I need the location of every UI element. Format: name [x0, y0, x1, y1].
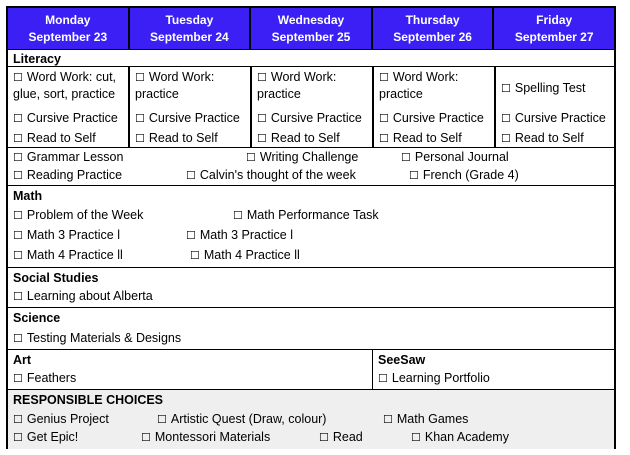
checkbox-icon[interactable]: ☐: [135, 113, 145, 125]
checkbox-icon[interactable]: ☐: [257, 113, 267, 125]
checkbox-item[interactable]: ☐ Read to Self: [13, 131, 96, 145]
checkbox-item[interactable]: ☐ Cursive Practice: [135, 111, 240, 125]
checkbox-icon[interactable]: ☐: [501, 133, 511, 145]
checkbox-item[interactable]: ☐ Cursive Practice: [379, 111, 484, 125]
checkbox-item[interactable]: ☐ Math 4 Practice ll: [13, 248, 123, 262]
checkbox-item[interactable]: ☐ Spelling Test: [501, 81, 586, 95]
literacy-cell-friday: [496, 67, 614, 147]
day-name: Thursday: [405, 13, 460, 27]
checkbox-item[interactable]: ☐ Learning Portfolio: [378, 371, 490, 385]
checkbox-item[interactable]: ☐ Grammar Lesson: [13, 150, 124, 164]
checkbox-item[interactable]: ☐ Feathers: [13, 371, 77, 385]
section-title: Art: [13, 353, 32, 367]
checkbox-icon[interactable]: ☐: [190, 250, 200, 262]
checkbox-icon[interactable]: ☐: [135, 133, 145, 145]
checkbox-icon[interactable]: ☐: [501, 113, 511, 125]
checkbox-icon[interactable]: ☐: [379, 72, 389, 84]
checkbox-icon[interactable]: ☐: [13, 133, 23, 145]
day-header-thursday: [373, 8, 495, 49]
day-name: Wednesday: [277, 13, 345, 27]
day-header-friday: [494, 8, 614, 49]
checkbox-icon[interactable]: ☐: [13, 113, 23, 125]
weekly-schedule: [6, 6, 616, 449]
checkbox-icon[interactable]: ☐: [186, 230, 196, 242]
day-date: September 27: [514, 30, 594, 44]
day-header-row: [8, 8, 614, 50]
checkbox-item[interactable]: ☐ Read to Self: [135, 131, 218, 145]
checkbox-item[interactable]: ☐ Calvin's thought of the week: [186, 168, 356, 182]
lessons-section: [8, 148, 614, 186]
day-name: Monday: [45, 13, 91, 27]
checkbox-icon[interactable]: ☐: [13, 250, 23, 262]
literacy-cell-wednesday: [252, 67, 374, 147]
checkbox-icon[interactable]: ☐: [13, 210, 23, 222]
checkbox-icon[interactable]: ☐: [319, 432, 329, 444]
checkbox-item[interactable]: ☐ Word Work: practice: [135, 70, 215, 101]
checkbox-icon[interactable]: ☐: [13, 333, 23, 345]
checkbox-icon[interactable]: ☐: [13, 72, 23, 84]
checkbox-icon[interactable]: ☐: [233, 210, 243, 222]
checkbox-item[interactable]: ☐ Writing Challenge: [246, 150, 359, 164]
checkbox-icon[interactable]: ☐: [13, 373, 23, 385]
checkbox-icon[interactable]: ☐: [501, 83, 511, 95]
checkbox-icon[interactable]: ☐: [141, 432, 151, 444]
checkbox-icon[interactable]: ☐: [13, 230, 23, 242]
checkbox-icon[interactable]: ☐: [13, 152, 23, 164]
checkbox-item[interactable]: ☐ Learning about Alberta: [13, 289, 153, 303]
social-studies-section: [8, 268, 614, 308]
checkbox-icon[interactable]: ☐: [379, 113, 389, 125]
checkbox-icon[interactable]: ☐: [257, 72, 267, 84]
literacy-section: [8, 50, 614, 148]
checkbox-item[interactable]: ☐ Word Work: cut, glue, sort, practice: [13, 70, 117, 101]
checkbox-item[interactable]: ☐ Cursive Practice: [257, 111, 362, 125]
day-name: Tuesday: [165, 13, 214, 27]
checkbox-item[interactable]: ☐ Math 3 Practice l: [13, 228, 120, 242]
checkbox-icon[interactable]: ☐: [401, 152, 411, 164]
checkbox-item[interactable]: ☐ Artistic Quest (Draw, colour): [157, 412, 327, 426]
checkbox-item[interactable]: ☐ Read: [319, 430, 363, 444]
checkbox-item[interactable]: ☐ Cursive Practice: [13, 111, 118, 125]
checkbox-item[interactable]: ☐ Montessori Materials: [141, 430, 271, 444]
section-title: SeeSaw: [378, 353, 426, 367]
section-title: RESPONSIBLE CHOICES: [13, 393, 164, 407]
math-section: [8, 186, 614, 268]
checkbox-item[interactable]: ☐ Personal Journal: [401, 150, 509, 164]
checkbox-icon[interactable]: ☐: [246, 152, 256, 164]
checkbox-icon[interactable]: ☐: [411, 432, 421, 444]
science-section: [8, 308, 614, 350]
checkbox-item[interactable]: ☐ Testing Materials & Designs: [13, 331, 182, 345]
section-title: Social Studies: [13, 271, 99, 285]
checkbox-item[interactable]: ☐ Math Games: [383, 412, 469, 426]
checkbox-item[interactable]: ☐ Get Epic!: [13, 430, 79, 444]
day-header-monday: [8, 8, 130, 49]
literacy-cell-monday: [8, 67, 130, 147]
checkbox-icon[interactable]: ☐: [13, 432, 23, 444]
literacy-cell-tuesday: [130, 67, 252, 147]
checkbox-icon[interactable]: ☐: [13, 414, 23, 426]
checkbox-icon[interactable]: ☐: [379, 133, 389, 145]
checkbox-icon[interactable]: ☐: [135, 72, 145, 84]
checkbox-icon[interactable]: ☐: [13, 170, 23, 182]
section-title: Math: [13, 189, 43, 203]
day-header-wednesday: [251, 8, 373, 49]
checkbox-item[interactable]: ☐ Khan Academy: [411, 430, 509, 444]
day-name: Friday: [536, 13, 573, 27]
section-title: Science: [13, 311, 61, 325]
checkbox-item[interactable]: ☐ French (Grade 4): [409, 168, 519, 182]
section-title: Literacy: [13, 52, 61, 66]
checkbox-item[interactable]: ☐ Reading Practice: [13, 168, 123, 182]
checkbox-item[interactable]: ☐ Read to Self: [257, 131, 340, 145]
checkbox-item[interactable]: ☐ Read to Self: [501, 131, 584, 145]
checkbox-item[interactable]: ☐ Genius Project: [13, 412, 109, 426]
checkbox-icon[interactable]: ☐: [383, 414, 393, 426]
checkbox-item[interactable]: ☐ Cursive Practice: [501, 111, 606, 125]
day-date: September 24: [150, 30, 229, 44]
checkbox-icon[interactable]: ☐: [378, 373, 388, 385]
checkbox-icon[interactable]: ☐: [257, 133, 267, 145]
checkbox-item[interactable]: ☐ Math Performance Task: [233, 208, 379, 222]
responsible-choices-section: [8, 390, 614, 449]
art-seesaw-section: [8, 350, 614, 390]
day-date: September 23: [28, 30, 108, 44]
day-header-tuesday: [130, 8, 252, 49]
checkbox-icon[interactable]: ☐: [157, 414, 167, 426]
day-date: September 25: [271, 30, 351, 44]
checkbox-item[interactable]: ☐ Math 3 Practice l: [186, 228, 293, 242]
checkbox-item[interactable]: ☐ Word Work: practice: [379, 70, 459, 101]
checkbox-item[interactable]: ☐ Problem of the Week: [13, 208, 144, 222]
checkbox-item[interactable]: ☐ Math 4 Practice ll: [190, 248, 300, 262]
day-date: September 26: [393, 30, 472, 44]
checkbox-item[interactable]: ☐ Read to Self: [379, 131, 462, 145]
checkbox-item[interactable]: ☐ Word Work: practice: [257, 70, 337, 101]
checkbox-icon[interactable]: ☐: [186, 170, 196, 182]
checkbox-icon[interactable]: ☐: [409, 170, 419, 182]
checkbox-icon[interactable]: ☐: [13, 291, 23, 303]
literacy-cell-thursday: [374, 67, 496, 147]
